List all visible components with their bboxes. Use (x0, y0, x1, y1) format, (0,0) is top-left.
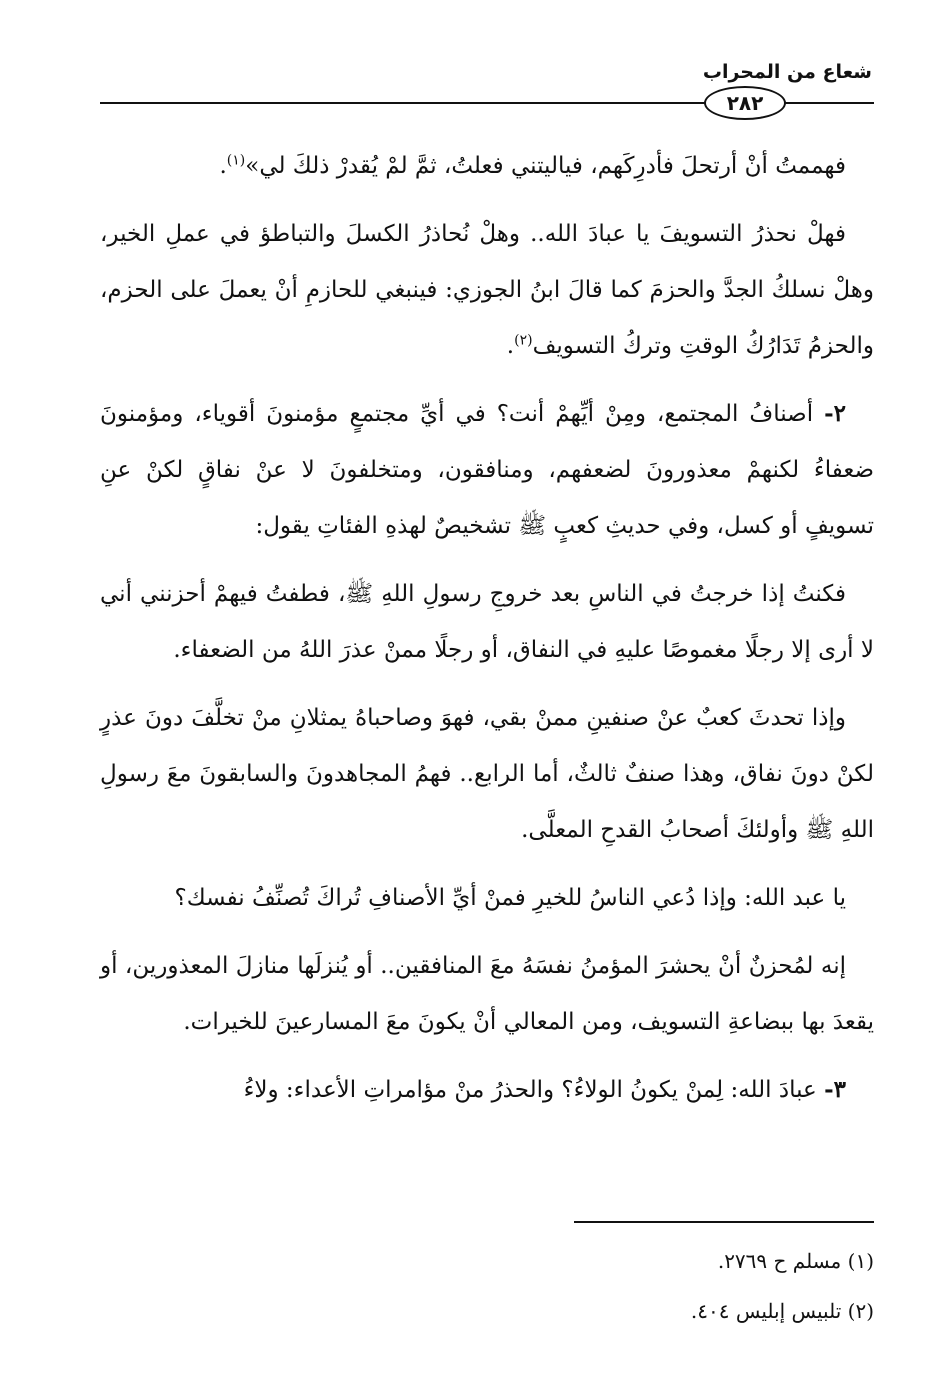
quote-paragraph: فكنتُ إذا خرجتُ في الناسِ بعد خروجِ رسولِ اللهِ ﷺ، فطفتُ فيهمْ أحزنني أني لا أرى إلا رجلًا مغموصًا عليهِ في النفاق، أو رجلًا ممنْ عذرَ اللهُ من الضعفاء. (100, 581, 874, 663)
paragraph: وإذا تحدثَ كعبٌ عنْ صنفينِ ممنْ بقي، فهوَ وصاحباهُ يمثلانِ منْ تخلَّفَ دونَ عذرٍ لكنْ دونَ نفاق، وهذا صنفٌ ثالثٌ، أما الرابع.. فهمُ المجاهدونَ والسابقونَ معَ رسولِ اللهِ ﷺ وأولئكَ أصحابُ القدحِ المعلَّى. (100, 705, 874, 843)
footnote-rule (574, 1221, 874, 1223)
paragraph: يا عبد الله: وإذا دُعي الناسُ للخيرِ فمنْ أيِّ الأصنافِ تُراكَ تُصنِّفُ نفسك؟ (174, 885, 846, 911)
footnote: (٢) تلبيس إبليس ٤٠٤. (690, 1299, 874, 1323)
paragraph: فهممتُ أنْ أرتحلَ فأدرِكَهم، فياليتني فعلتُ، ثمَّ لمْ يُقدرْ ذلكَ لي»$^{(١)}$. (219, 152, 846, 179)
paragraph: ٣- عبادَ الله: لِمنْ يكونُ الولاءُ؟ والحذرُ منْ مؤامراتِ الأعداء: ولاءُ (243, 1076, 846, 1103)
page-number: ٢٨٢ (704, 86, 786, 120)
paragraph: ٢- أصنافُ المجتمع، ومِنْ أيِّهمْ أنت؟ في أيِّ مجتمعٍ مؤمنونَ أقوياء، ومؤمنونَ ضعفاءُ لكنهمْ معذورونَ لضعفهم، ومنافقون، ومتخلفونَ لا عنْ نفاقٍ لكنْ عنِ تسويفٍ أو كسل، وفي حديثِ كعبٍ ﷺ تشخيصٌ لهذهِ الفئاتِ يقول: (100, 400, 874, 539)
body-text (100, 138, 874, 1130)
footnote-marker: (١) (226, 152, 246, 169)
footnote-marker: (٢) (514, 332, 533, 349)
section-number: ٣- (824, 1076, 846, 1103)
section-number: ٢- (824, 400, 846, 427)
paragraph: فهلْ نحذرُ التسويفَ يا عبادَ الله.. وهلْ نُحاذرُ الكسلَ والتباطؤ في عملِ الخير، وهلْ نسلكُ الجدَّ والحزمَ كما قالَ ابنُ الجوزي: فينبغي للحازمِ أنْ يعملَ على الحزم، والحزمُ تَدَارُكُ الوقتِ وتركُ التسويف$^{(٢)}$. (100, 221, 874, 359)
paragraph: إنه لمُحزنٌ أنْ يحشرَ المؤمنُ نفسَهُ معَ المنافقين.. أو يُنزلَها منازلَ المعذورين، أو يقعدَ بها ببضاعةِ التسويف، ومن المعالي أنْ يكونَ معَ المسارعينَ للخيرات. (100, 953, 874, 1035)
running-title: شعاع من المحراب (702, 61, 872, 83)
footnotes (100, 1236, 874, 1336)
footnote: (١) مسلم ح ٢٧٦٩. (717, 1249, 874, 1273)
